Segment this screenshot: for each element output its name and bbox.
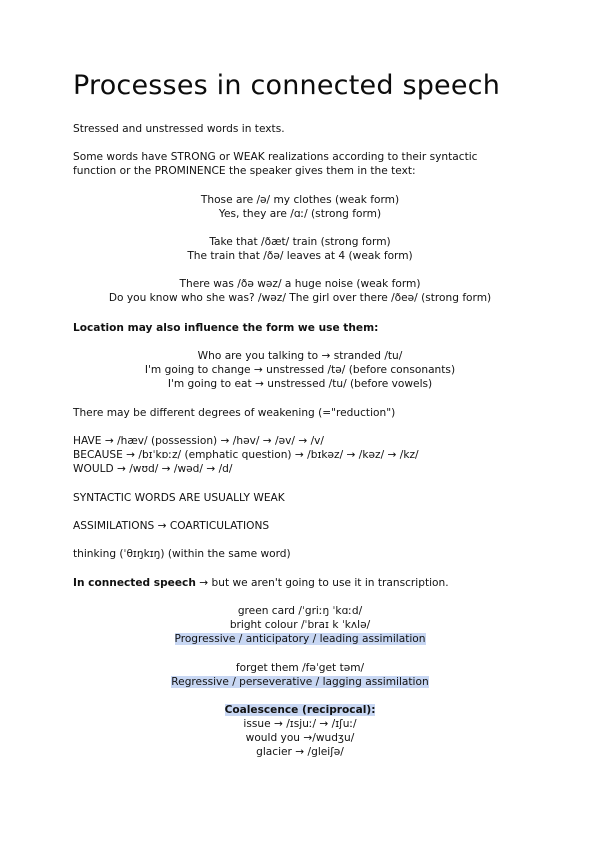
location-heading: Location may also influence the form we use them: [73, 322, 379, 334]
degrees-line: There may be different degrees of weakening (="reduction") [73, 407, 396, 419]
reduction-because: BECAUSE → /bɪˈkɒːz/ (emphatic question) → /bɪkəz/ → /kəz/ → /kz/ [73, 449, 419, 461]
intro-line: Stressed and unstressed words in texts. [73, 123, 285, 135]
progressive-label [0, 632, 600, 646]
example-weak-form-1: Those are /ə/ my clothes (weak form) [200, 194, 400, 206]
progressive-example-2: bright colour /ˈbraɪ k ˈkʌlə/ [229, 619, 371, 631]
regressive-label [0, 675, 600, 689]
connected-speech-bold: In connected speech [73, 577, 196, 589]
reduction-have: HAVE → /hæv/ (possession) → /həv/ → /əv/ → /v/ [73, 435, 324, 447]
coalescence-example-would-you: would you →/wudʒu/ [245, 732, 355, 744]
example-strong-form-1: Yes, they are /ɑː/ (strong form) [218, 208, 382, 220]
thinking-line: thinking (ˈθɪŋkɪŋ) (within the same word) [73, 548, 291, 560]
location-example-consonants: I'm going to change → unstressed /tə/ (before consonants) [144, 364, 456, 376]
connected-speech-rest: → but we aren't going to use it in transcription. [195, 577, 449, 589]
location-example-vowels: I'm going to eat → unstressed /tu/ (before vowels) [167, 378, 433, 390]
para1-line-2: function or the PROMINENCE the speaker gives them in the text: [73, 165, 416, 177]
regressive-example: forget them /fəˈget təm/ [235, 662, 365, 674]
example-weak-form-3: There was /ðə wəz/ a huge noise (weak form) [179, 278, 421, 290]
example-weak-form-2: The train that /ðə/ leaves at 4 (weak form) [187, 250, 413, 262]
reduction-would: WOULD → /wʊd/ → /wəd/ → /d/ [73, 463, 233, 475]
connected-speech-line [73, 576, 449, 590]
coalescence-heading-highlight: Coalescence (reciprocal): [224, 704, 376, 716]
progressive-label-highlight: Progressive / anticipatory / leading assimilation [174, 633, 426, 645]
page-title: Processes in connected speech [73, 70, 501, 101]
progressive-example-1: green card /ˈgriːŋ ˈkɑːd/ [237, 605, 363, 617]
coalescence-example-glacier: glacier → /gleiʃə/ [256, 746, 344, 758]
example-strong-form-3: Do you know who she was? /wəz/ The girl over there /ðeə/ (strong form) [108, 292, 492, 304]
location-example-stranded: Who are you talking to → stranded /tu/ [197, 350, 403, 362]
assimilations-heading: ASSIMILATIONS → COARTICULATIONS [73, 520, 270, 532]
coalescence-heading [0, 703, 600, 717]
example-strong-form-2: Take that /ðæt/ train (strong form) [209, 236, 391, 248]
syntactic-heading: SYNTACTIC WORDS ARE USUALLY WEAK [73, 492, 285, 504]
coalescence-example-issue: issue → /ɪsjuː/ → /ɪʃuː/ [243, 718, 357, 730]
regressive-label-highlight: Regressive / perseverative / lagging assimilation [171, 676, 429, 688]
para1-line-1: Some words have STRONG or WEAK realizations according to their syntactic [73, 151, 478, 163]
